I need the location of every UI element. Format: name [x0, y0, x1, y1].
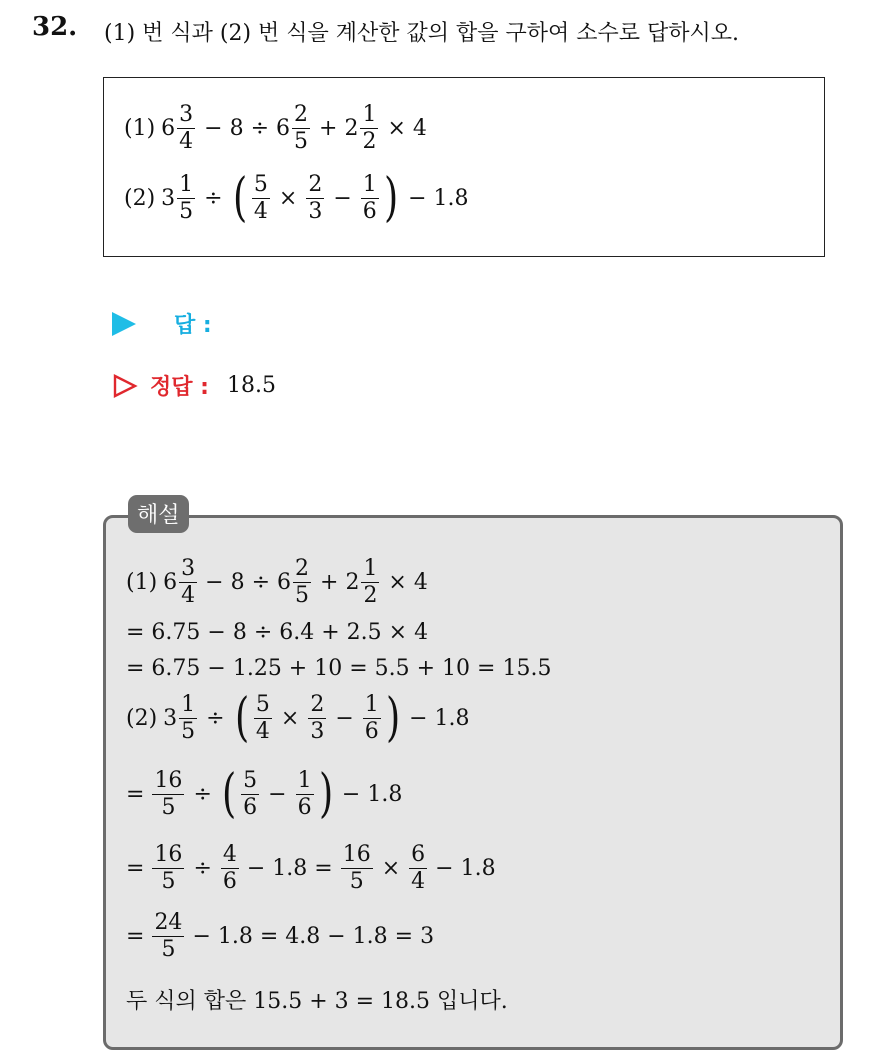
fraction: $\frac{6}{4}$: [411, 842, 426, 894]
right-paren: ): [383, 167, 399, 228]
expr-label: (1): [124, 116, 156, 141]
solution-tag: 해설: [128, 495, 189, 533]
right-paren: ): [318, 763, 333, 824]
solution-line-3: = 6.75 − 1.25 + 10 = 5.5 + 10 = 15.5: [126, 656, 552, 681]
expr-label: (2): [124, 186, 156, 211]
correct-answer-value: 18.5: [226, 373, 276, 398]
whole-number: 6: [161, 116, 176, 141]
correct-answer-row: [112, 370, 276, 401]
fraction: $\frac{2}{5}$: [294, 102, 309, 154]
fraction: $\frac{1}{5}$: [181, 692, 196, 744]
fraction: $\frac{1}{6}$: [297, 768, 312, 820]
whole-number: 2: [344, 116, 359, 141]
fraction: $\frac{5}{4}$: [255, 692, 270, 744]
problem-expression-1: (1) 6 $\frac{3}{4}$ − 8 ÷ 6 $\frac{2}{5}$ + 2 $\frac{1}{2}$ × 4: [124, 102, 427, 154]
problem-expression-2: (2) 3 $\frac{1}{5}$ ÷ ( $\frac{5}{4}$ × $\frac{2}{3}$ − $\frac{1}{6}$ ) − 1.8: [124, 167, 469, 228]
fraction: $\frac{16}{5}$: [154, 842, 183, 894]
fraction: $\frac{2}{3}$: [310, 692, 325, 744]
left-paren: (: [221, 763, 237, 824]
fraction: $\frac{1}{2}$: [362, 102, 377, 154]
question-text: (1) 번 식과 (2) 번 식을 계산한 값의 합을 구하여 소수로 답하시오.: [104, 21, 740, 46]
question-number: 32.: [32, 12, 78, 42]
fraction: $\frac{4}{6}$: [222, 842, 237, 894]
fraction: $\frac{3}{4}$: [179, 102, 194, 154]
play-triangle-icon: [112, 312, 136, 336]
fraction: $\frac{2}{5}$: [295, 556, 310, 608]
fraction: $\frac{5}{6}$: [243, 768, 258, 820]
solution-line-2: = 6.75 − 8 ÷ 6.4 + 2.5 × 4: [126, 620, 429, 645]
solution-line-8: 두 식의 합은 15.5 + 3 = 18.5 입니다.: [126, 989, 508, 1014]
whole-number: 6: [276, 116, 291, 141]
solution-line-6: = $\frac{16}{5}$ ÷ $\frac{4}{6}$ − 1.8 = $\frac{16}{5}$ × $\frac{6}{4}$ − 1.8: [126, 842, 496, 894]
fraction: $\frac{5}{4}$: [253, 172, 268, 224]
solution-line-1: (1) 6 $\frac{3}{4}$ − 8 ÷ 6 $\frac{2}{5}$ + 2 $\frac{1}{2}$ × 4: [126, 556, 428, 608]
solution-line-5: = $\frac{16}{5}$ ÷ ( $\frac{5}{6}$ − $\frac{1}{6}$ ) − 1.8: [126, 763, 403, 824]
fraction: $\frac{24}{5}$: [154, 910, 183, 962]
left-paren: (: [234, 687, 249, 748]
fraction: $\frac{1}{2}$: [363, 556, 378, 608]
outline-triangle-icon: [112, 373, 138, 399]
solution-line-7: = $\frac{24}{5}$ − 1.8 = 4.8 − 1.8 = 3: [126, 910, 435, 962]
answer-label: 답 :: [174, 313, 212, 338]
whole-number: 3: [161, 186, 176, 211]
correct-answer-label: 정답 :: [150, 375, 209, 400]
fraction: $\frac{1}{6}$: [364, 692, 379, 744]
right-paren: ): [385, 687, 401, 748]
left-paren: (: [232, 167, 247, 228]
fraction: $\frac{3}{4}$: [181, 556, 196, 608]
solution-line-4: (2) 3 $\frac{1}{5}$ ÷ ( $\frac{5}{4}$ × $\frac{2}{3}$ − $\frac{1}{6}$ ) − 1.8: [126, 687, 470, 748]
fraction: $\frac{1}{6}$: [362, 172, 377, 224]
fraction: $\frac{1}{5}$: [179, 172, 194, 224]
fraction: $\frac{16}{5}$: [342, 842, 371, 894]
answer-row: [112, 308, 212, 339]
fraction: $\frac{2}{3}$: [308, 172, 323, 224]
fraction: $\frac{16}{5}$: [154, 768, 183, 820]
